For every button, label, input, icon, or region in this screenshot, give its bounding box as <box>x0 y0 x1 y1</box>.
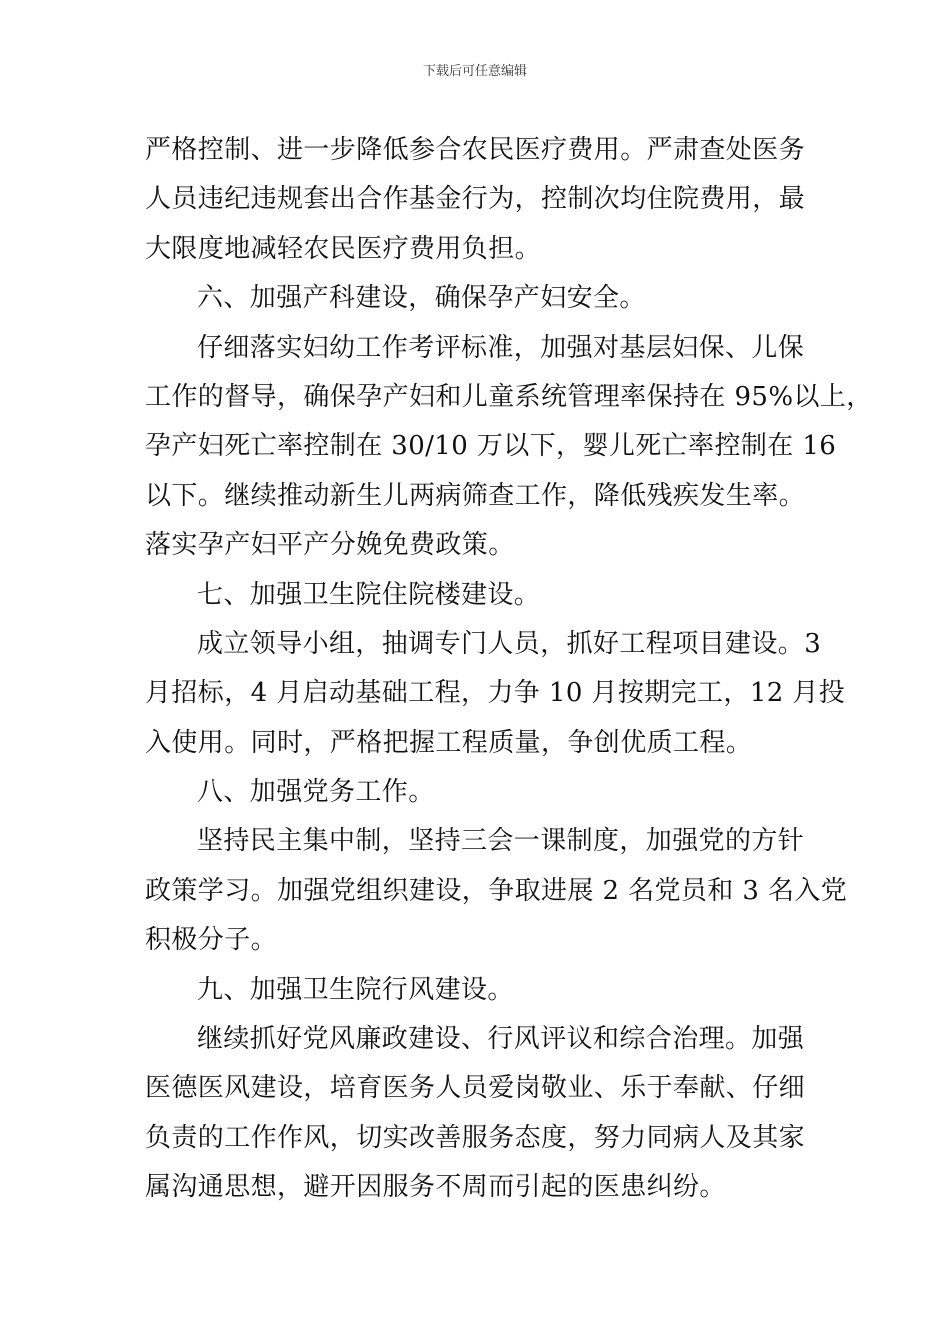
text-line: 政策学习。加强党组织建设，争取进展 2 名党员和 3 名入党 <box>145 875 848 906</box>
text-line: 孕产妇死亡率控制在 30/10 万以下，婴儿死亡率控制在 16 <box>145 431 837 462</box>
text-line: 严格控制、进一步降低参合农民医疗费用。严肃查处医务 <box>145 135 806 165</box>
text-line: 属沟通思想，避开因服务不周而引起的医患纠纷。 <box>145 1172 726 1203</box>
text-line: 坚持民主集中制，坚持三会一课制度，加强党的方针 <box>197 826 805 857</box>
section-heading: 七、加强卫生院住院楼建设。 <box>197 579 541 610</box>
text-line: 工作的督导，确保孕产妇和儿童系统管理率保持在 95%以上， <box>145 381 873 412</box>
text-line: 大限度地减轻农民医疗费用负担。 <box>145 233 542 264</box>
text-line: 月招标，4 月启动基础工程，力争 10 月按期完工，12 月投 <box>145 678 846 709</box>
text-line: 以下。继续推动新生儿两病筛查工作，降低残疾发生率。 <box>145 480 806 511</box>
section-heading: 八、加强党务工作。 <box>197 777 435 808</box>
text-line: 负责的工作作风，切实改善服务态度，努力同病人及其家 <box>145 1122 806 1153</box>
text-line: 人员违纪违规套出合作基金行为，控制次均住院费用，最 <box>145 184 806 215</box>
section-heading: 六、加强产科建设，确保孕产妇安全。 <box>197 283 646 314</box>
section-heading: 九、加强卫生院行风建设。 <box>197 974 514 1005</box>
text-line: 积极分子。 <box>145 925 278 956</box>
text-line: 入使用。同时，严格把握工程质量，争创优质工程。 <box>145 727 753 758</box>
text-line: 继续抓好党风廉政建设、行风评议和综合治理。加强 <box>197 1024 805 1055</box>
text-line: 仔细落实妇幼工作考评标准，加强对基层妇保、儿保 <box>197 332 805 363</box>
text-line: 落实孕产妇平产分娩免费政策。 <box>145 530 515 561</box>
document-body <box>145 126 873 1213</box>
page-header-note: 下载后可任意编辑 <box>422 64 527 79</box>
text-line: 成立领导小组，抽调专门人员，抓好工程项目建设。3 <box>197 628 822 659</box>
text-line: 医德医风建设，培育医务人员爱岗敬业、乐于奉献、仔细 <box>145 1073 806 1104</box>
